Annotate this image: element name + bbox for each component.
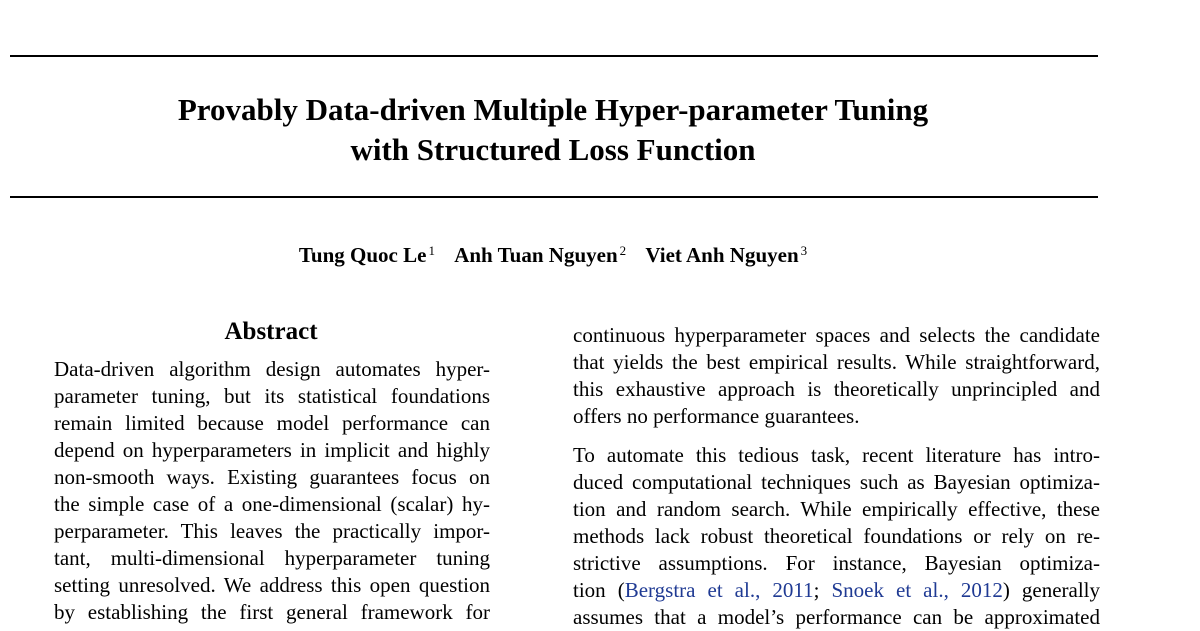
author	[454, 243, 626, 267]
text-line: Data-driven algorithm design automates hyper-	[54, 357, 490, 381]
text-line: remain limited because model performance can	[54, 411, 490, 435]
author-affiliation: 2	[619, 243, 627, 258]
text-line: assumes that a model’s performance can be approximated	[573, 605, 1100, 629]
citation-link[interactable]: Snoek et al., 2012	[831, 578, 1003, 602]
author-list	[0, 243, 1106, 268]
text-line: offers no performance guarantees.	[573, 404, 860, 428]
text-line: that yields the best empirical results. While straightforward,	[573, 350, 1100, 374]
text-line: continuous hyperparameter spaces and selects the candidate	[573, 323, 1100, 347]
citation-link[interactable]: Bergstra et al., 2011	[624, 578, 814, 602]
intro-body	[573, 322, 1100, 631]
paper-title	[0, 90, 1106, 170]
title-line-2: with Structured Loss Function	[350, 132, 756, 167]
paragraph	[573, 322, 1100, 430]
text-line: setting unresolved. We address this open question	[54, 573, 490, 597]
text-line: non-smooth ways. Existing guarantees focus on	[54, 465, 490, 489]
text-line: by establishing the first general framework for	[54, 600, 490, 624]
text-line: perparameter. This leaves the practically impor-	[54, 519, 490, 543]
text-fragment: ) generally	[1002, 578, 1101, 602]
author-name: Viet Anh Nguyen	[645, 243, 799, 267]
author	[299, 243, 435, 267]
text-fragment: ;	[813, 578, 832, 602]
abstract-heading: Abstract	[224, 318, 318, 345]
text-line: tant, multi-dimensional hyperparameter tuning	[54, 546, 490, 570]
author-affiliation: 3	[800, 243, 808, 258]
top-rule	[10, 55, 1098, 57]
text-line: To automate this tedious task, recent literature has intro-	[573, 443, 1100, 467]
text-line: parameter tuning, but its statistical foundations	[54, 384, 490, 408]
text-line: methods lack robust theoretical foundations or rely on re-	[573, 524, 1100, 548]
text-line: the simple case of a one-dimensional (scalar) hy-	[54, 492, 490, 516]
text-fragment: tion (	[573, 578, 625, 602]
abstract-body	[54, 356, 490, 626]
citation-line	[573, 577, 1100, 604]
author	[645, 243, 807, 267]
bottom-rule	[10, 196, 1098, 198]
author-name: Anh Tuan Nguyen	[454, 243, 618, 267]
text-line: tion and random search. While empirically effective, these	[573, 497, 1100, 521]
text-line: this exhaustive approach is theoretically unprincipled and	[573, 377, 1100, 401]
paragraph	[573, 442, 1100, 631]
text-line: duced computational techniques such as Bayesian optimiza-	[573, 470, 1100, 494]
author-affiliation: 1	[428, 243, 435, 258]
author-name: Tung Quoc Le	[298, 243, 427, 267]
title-line-1: Provably Data-driven Multiple Hyper-parameter Tuning	[177, 92, 929, 127]
text-line: depend on hyperparameters in implicit and highly	[54, 438, 490, 462]
text-line: strictive assumptions. For instance, Bayesian optimiza-	[573, 551, 1100, 575]
